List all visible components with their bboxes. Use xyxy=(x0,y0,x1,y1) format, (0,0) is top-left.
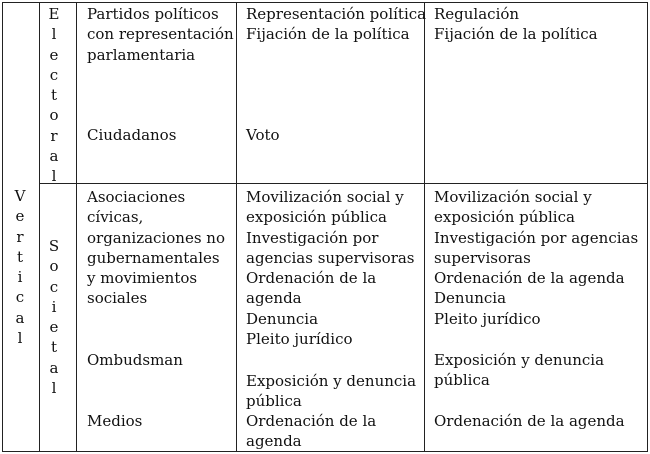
societal-letter: i xyxy=(51,297,57,316)
cell-line: Denuncia xyxy=(246,309,319,328)
electoral-letter: t xyxy=(50,86,58,105)
table-top-border xyxy=(2,2,648,3)
cell-line: Ordenación de la agenda xyxy=(434,412,625,430)
societal-mechanisms-c-cell xyxy=(246,411,376,452)
societal-letter: t xyxy=(50,338,58,357)
electoral-letter: E xyxy=(48,5,60,23)
electoral-label xyxy=(47,4,61,187)
cell-line: sociales xyxy=(87,289,148,308)
cell-line: Ordenación de la xyxy=(246,269,377,288)
cell-line: Ciudadanos xyxy=(87,126,177,144)
cell-line: Pleito jurídico xyxy=(434,309,541,328)
table-right-border xyxy=(647,2,648,452)
cell-line: parlamentaria xyxy=(87,45,196,64)
societal-letter: e xyxy=(49,318,59,337)
electoral-letter: r xyxy=(50,126,58,145)
cell-line: agenda xyxy=(246,432,302,451)
cell-line: exposición pública xyxy=(434,208,575,227)
societal-letter: l xyxy=(51,379,57,398)
cell-line: Ordenación de la xyxy=(246,412,377,430)
cell-line: Ombudsman xyxy=(87,351,183,369)
cell-line: Investigación por xyxy=(246,228,379,247)
cell-line: Movilización social y xyxy=(246,188,404,206)
electoral-letter: o xyxy=(49,106,59,125)
vertical-letter: e xyxy=(15,207,25,226)
societal-effects-b-cell xyxy=(434,350,604,391)
electoral-letter: l xyxy=(51,25,57,44)
cell-line: Regulación xyxy=(434,5,520,23)
cell-line: agenda xyxy=(246,289,302,308)
societal-letter: c xyxy=(49,277,59,296)
societal-effects-a-cell xyxy=(434,187,638,329)
cell-line: agencias supervisoras xyxy=(246,248,415,267)
cell-line: Fijación de la política xyxy=(434,25,598,44)
societal-mechanisms-a-cell xyxy=(246,187,415,349)
cell-line: Ordenación de la agenda xyxy=(434,269,625,288)
electoral-letter: a xyxy=(49,147,59,166)
cell-line: gubernamentales xyxy=(87,248,220,267)
col-divider-3 xyxy=(236,2,237,452)
cell-line: pública xyxy=(434,371,490,390)
cell-line: Medios xyxy=(87,412,143,430)
vertical-label xyxy=(13,186,27,348)
electoral-vote-cell xyxy=(246,125,280,145)
cell-line: Exposición y denuncia xyxy=(246,372,417,390)
cell-line: Exposición y denuncia xyxy=(434,351,605,369)
electoral-mechanisms-cell xyxy=(246,4,426,45)
cell-line: organizaciones no xyxy=(87,228,225,247)
cell-line: Fijación de la política xyxy=(246,25,410,44)
cell-line: Movilización social y xyxy=(434,188,592,206)
cell-line: Denuncia xyxy=(434,289,507,308)
societal-letter: a xyxy=(49,358,59,377)
societal-ombudsman-cell xyxy=(87,350,183,370)
cell-line: cívicas, xyxy=(87,208,144,227)
cell-line: Partidos políticos xyxy=(87,5,219,23)
societal-letter: S xyxy=(48,237,60,255)
table-left-border xyxy=(2,2,3,452)
vertical-letter: c xyxy=(15,288,25,307)
vertical-letter: l xyxy=(17,329,23,348)
vertical-letter: a xyxy=(15,308,25,327)
cell-line: Pleito jurídico xyxy=(246,330,353,349)
vertical-letter: i xyxy=(17,268,23,287)
col-divider-2 xyxy=(76,2,77,452)
col-divider-1 xyxy=(39,2,40,452)
cell-line: pública xyxy=(246,392,302,411)
electoral-actors-cell xyxy=(87,4,234,65)
vertical-letter: V xyxy=(14,187,26,205)
electoral-letter: e xyxy=(49,45,59,64)
vertical-letter: r xyxy=(16,227,24,246)
row-divider xyxy=(39,183,648,184)
societal-mechanisms-b-cell xyxy=(246,371,416,412)
cell-line: con representación xyxy=(87,25,234,44)
societal-media-cell xyxy=(87,411,142,431)
cell-line: Investigación por agencias xyxy=(434,228,639,247)
cell-line: exposición pública xyxy=(246,208,387,227)
electoral-letter: c xyxy=(49,65,59,84)
cell-line: supervisoras xyxy=(434,248,531,267)
cell-line: Representación política xyxy=(246,5,427,23)
societal-letter: o xyxy=(49,257,59,276)
societal-associations-cell xyxy=(87,187,225,309)
cell-line: Asociaciones xyxy=(87,188,186,206)
vertical-letter: t xyxy=(16,247,24,266)
electoral-citizens-cell xyxy=(87,125,176,145)
societal-effects-c-cell xyxy=(434,411,625,431)
cell-line: Voto xyxy=(246,126,280,144)
societal-label xyxy=(47,236,61,398)
col-divider-4 xyxy=(424,2,425,452)
cell-line: y movimientos xyxy=(87,269,198,288)
electoral-letter: l xyxy=(51,167,57,186)
electoral-effects-cell xyxy=(434,4,598,45)
